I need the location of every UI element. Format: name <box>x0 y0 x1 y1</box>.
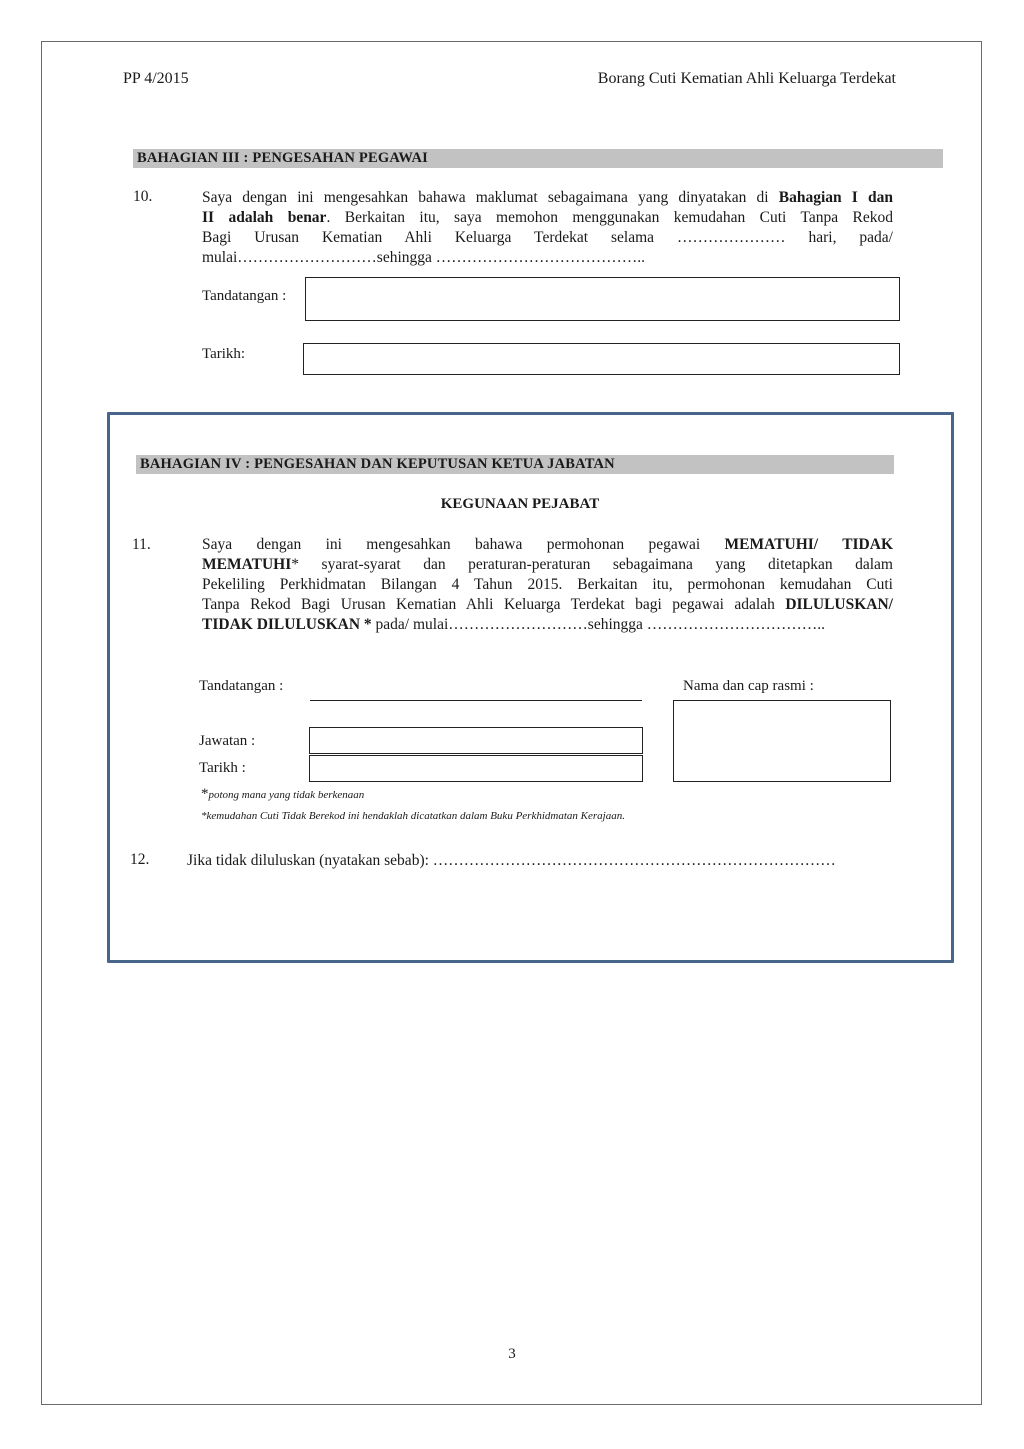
head-date-field[interactable] <box>309 755 643 782</box>
item-11-number: 11. <box>132 536 151 553</box>
item-11-line-5-text: pada/ mulai………………………sehingga …………………………….. <box>375 616 826 633</box>
item-11-line-1-bold: MEMATUHI/ TIDAK <box>724 536 894 553</box>
item-11-line-4 <box>202 595 893 615</box>
strike-out-note-star: * <box>201 786 209 802</box>
strike-out-note-text: potong mana yang tidak berkenaan <box>208 789 365 801</box>
item-11-line-1-text: Saya dengan ini mengesahkan bahawa permohonan pegawai <box>202 536 725 553</box>
record-note: *kemudahan Cuti Tidak Berekod ini hendaklah dicatatkan dalam Buku Perkhidmatan Kerajaan. <box>201 810 625 822</box>
item-11-line-4-text: Tanpa Rekod Bagi Urusan Kematian Ahli Keluarga Terdekat bagi pegawai adalah <box>202 596 786 613</box>
item-10-line-1-text: Saya dengan ini mengesahkan bahawa maklumat sebagaimana yang dinyatakan di <box>202 189 779 206</box>
item-10-line-2 <box>202 208 893 228</box>
section-4-title: BAHAGIAN IV : PENGESAHAN DAN KEPUTUSAN KETUA JABATAN <box>136 455 894 474</box>
head-signature-label: Tandatangan : <box>199 678 284 694</box>
office-use-heading: KEGUNAAN PEJABAT <box>440 496 600 512</box>
item-11-line-3: Pekeliling Perkhidmatan Bilangan 4 Tahun 2015. Berkaitan itu, permohonan kemudahan Cuti <box>202 576 893 593</box>
item-10-number: 10. <box>133 188 153 205</box>
item-10-line-2-text: . Berkaitan itu, saya memohon menggunakan kemudahan Cuti Tanpa Rekod <box>326 209 893 226</box>
head-signature-line[interactable] <box>310 684 642 701</box>
head-date-label: Tarikh : <box>199 760 246 776</box>
page-number: 3 <box>508 1346 516 1362</box>
official-stamp-field[interactable] <box>673 700 891 782</box>
item-10-line-2-bold: II adalah benar <box>202 209 327 226</box>
position-field[interactable] <box>309 727 643 754</box>
signature-field[interactable] <box>305 277 900 321</box>
section-3-title: BAHAGIAN III : PENGESAHAN PEGAWAI <box>133 149 943 168</box>
document-title: Borang Cuti Kematian Ahli Keluarga Terdekat <box>597 70 896 87</box>
item-11-line-4-bold: DILULUSKAN/ <box>785 596 893 613</box>
item-11-line-2-text: * syarat-syarat dan peraturan-peraturan sebagaimana yang ditetapkan dalam <box>291 556 893 573</box>
item-11-line-2 <box>202 555 893 575</box>
signature-label: Tandatangan : <box>202 288 287 304</box>
item-11-line-5-bold: TIDAK DILULUSKAN * <box>202 616 376 633</box>
item-11-line-1 <box>202 535 893 555</box>
position-label: Jawatan : <box>199 733 256 749</box>
document-code: PP 4/2015 <box>123 70 189 87</box>
item-10-line-3: Bagi Urusan Kematian Ahli Keluarga Terdekat selama ………………… hari, pada/ <box>202 229 893 246</box>
item-10-line-4: mulai………………………sehingga ………………………………….. <box>202 249 646 266</box>
item-11-text <box>202 535 893 635</box>
item-10-line-1-bold: Bahagian I dan <box>778 189 893 206</box>
item-10-text <box>202 188 893 268</box>
item-11-line-2-bold: MEMATUHI <box>202 556 292 573</box>
official-stamp-label: Nama dan cap rasmi : <box>683 678 814 694</box>
item-10-line-1 <box>202 188 893 208</box>
item-12-text: Jika tidak diluluskan (nyatakan sebab): …………………………………………………………………… <box>187 852 836 869</box>
date-field[interactable] <box>303 343 900 375</box>
date-label: Tarikh: <box>202 346 246 362</box>
item-12-number: 12. <box>130 851 150 868</box>
strike-out-note <box>201 786 364 803</box>
item-11-line-5 <box>202 615 893 635</box>
